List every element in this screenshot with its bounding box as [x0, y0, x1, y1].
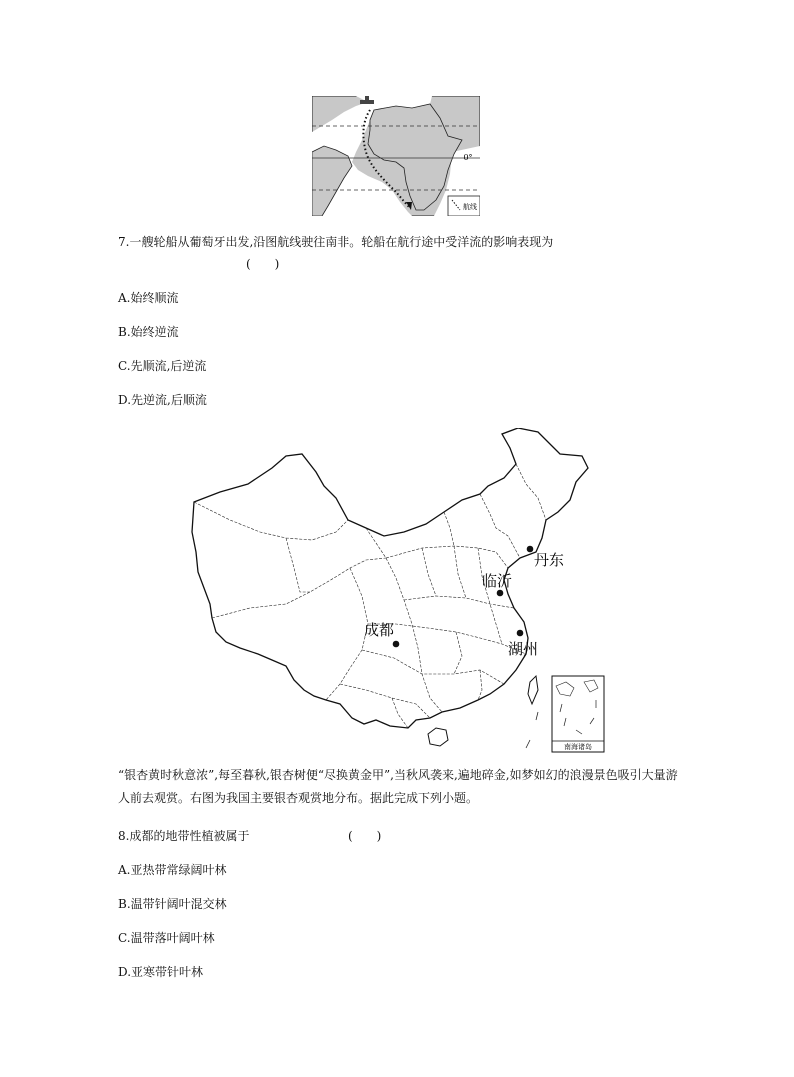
hainan-island [428, 728, 448, 746]
q8-answer-bracket: ( ) [348, 829, 382, 843]
legend-route-label: 航线 [463, 203, 477, 211]
city-dot-dandong [527, 546, 534, 553]
q8-option-b: B.温带针阔叶混交林 [118, 897, 227, 911]
q7-option-b: B.始终逆流 [118, 325, 179, 339]
city-dot-huzhou [517, 630, 524, 637]
q8-option-a: A.亚热带常绿阔叶林 [118, 863, 227, 877]
equator-label: 0° [463, 153, 473, 162]
taiwan-island [528, 676, 538, 704]
city-label-huzhou: 湖州 [508, 640, 539, 658]
china-ginkgo-map [190, 428, 610, 753]
city-dot-linyi [497, 590, 504, 597]
inset-label: 南海诸岛 [564, 743, 592, 751]
south-china-sea-inset [552, 676, 604, 752]
q7-option-a: A.始终顺流 [118, 291, 179, 305]
q7-stem: 7.一艘轮船从葡萄牙出发,沿图航线驶往南非。轮船在航行途中受洋流的影响表现为 [118, 235, 554, 249]
q8-option-c: C.温带落叶阔叶林 [118, 931, 215, 945]
q7-answer-bracket: ( ) [246, 257, 280, 271]
q8-stem: 8.成都的地带性植被属于 [118, 829, 250, 843]
city-label-linyi: 临沂 [482, 572, 513, 590]
passage-text: “银杏黄时秋意浓”,每至暮秋,银杏树便“尽换黄金甲”,当秋风袭来,遍地碎金,如梦如幻的浪漫景色吸引大量游人前去观赏。右图为我国主要银杏观赏地分布。据此完成下列小题。 [118, 768, 678, 805]
q7-option-d: D.先逆流,后顺流 [118, 393, 207, 407]
city-dot-chengdu [393, 641, 400, 648]
city-label-chengdu: 成都 [364, 621, 395, 639]
ocean-route-map [312, 96, 480, 216]
city-label-dandong: 丹东 [534, 551, 565, 569]
china-outline [192, 428, 588, 728]
q8-option-d: D.亚寒带针叶林 [118, 965, 204, 979]
q7-option-c: C.先顺流,后逆流 [118, 359, 207, 373]
